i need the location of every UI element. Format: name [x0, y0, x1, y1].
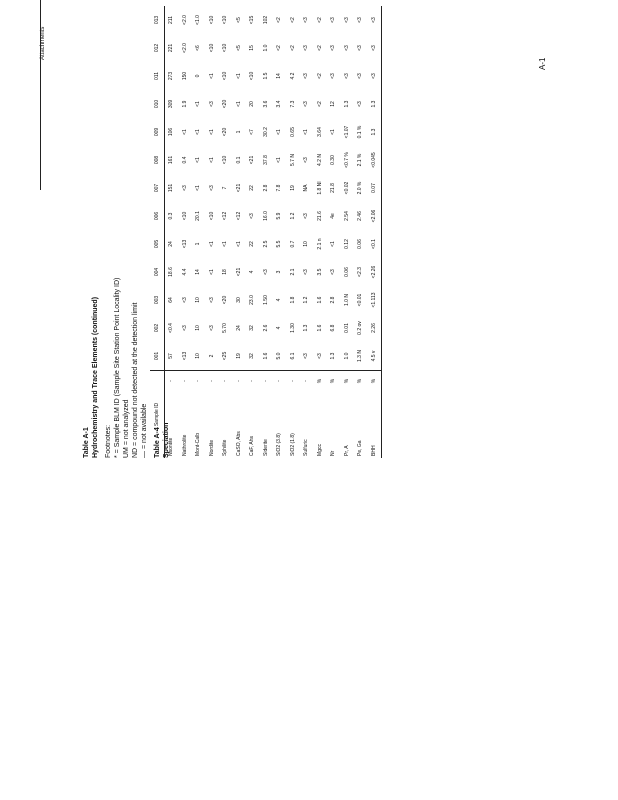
table-cell: 0.06: [343, 267, 350, 277]
table-cell: <3: [303, 101, 310, 107]
table-cell: 1: [195, 242, 202, 246]
table-cell: <3: [181, 325, 188, 331]
row-unit: -: [273, 371, 287, 392]
table-cell: <3: [303, 213, 310, 219]
table-cell: <25: [222, 351, 229, 361]
table-cell: 32: [249, 353, 256, 359]
table-cell: 23.0: [249, 295, 256, 305]
table-cell: <2: [276, 45, 283, 51]
row-label: Nr: [330, 450, 337, 456]
table-cell: <10: [208, 43, 215, 53]
table-cell: 24: [235, 325, 242, 331]
table-cell: <3: [367, 34, 381, 62]
table-cell: 1.3: [303, 324, 310, 332]
table-cell: <21: [235, 267, 242, 277]
table-cell: 1.0 N: [343, 294, 350, 306]
table-cell: <2.06: [367, 202, 381, 230]
row-unit: %: [313, 371, 327, 392]
table-title: Table A-1: [83, 427, 90, 458]
table-cell: <0.01: [357, 293, 364, 307]
table-cell: <3: [316, 353, 323, 359]
table-cell: <1.07: [343, 125, 350, 139]
table-cell: 4.2: [289, 72, 296, 80]
table-cell: 1.50: [262, 295, 269, 305]
table-row: [178, 6, 192, 458]
table-cell: 3.5: [316, 268, 323, 276]
row-label: BHH: [367, 391, 381, 458]
table-cell: 2.54: [343, 211, 350, 221]
table-cell: <3: [303, 157, 310, 163]
table-cell: <3: [208, 325, 215, 331]
table-cell: <2: [276, 17, 283, 23]
table-cell: <12: [235, 211, 242, 221]
column-header: 013: [150, 6, 164, 34]
table-cell: <3: [181, 297, 188, 303]
table-cell: <3: [367, 6, 381, 34]
table-cell: 5.9: [276, 212, 283, 220]
table-cell: <20: [222, 99, 229, 109]
row-label: SiO2 (1.8): [289, 433, 296, 456]
table-cell: <13: [181, 351, 188, 361]
table-cell: <3: [343, 73, 350, 79]
table-cell: <6: [195, 45, 202, 51]
table-cell: 0.3: [168, 212, 175, 220]
table-cell: 10: [303, 241, 310, 247]
note-line: — = not available: [141, 403, 148, 458]
table-cell: <20: [222, 295, 229, 305]
table-cell: <2.26: [367, 258, 381, 286]
table-cell: <3: [330, 269, 337, 275]
row-label: Mont-Calb: [195, 432, 202, 456]
table-cell: 1.6: [316, 296, 323, 304]
table-cell: 1.30: [289, 323, 296, 333]
table-cell: 1.6: [316, 324, 323, 332]
table-cell: <1: [222, 241, 229, 247]
table-subtitle: Hydrochemistry and Trace Elements (continued): [92, 296, 99, 458]
table-cell: <7: [249, 129, 256, 135]
table-cell: <1: [208, 241, 215, 247]
table-cell: 2.8: [262, 184, 269, 192]
table-cell: 0.07: [367, 174, 381, 202]
table-cell: 20: [249, 101, 256, 107]
table-cell: 24: [168, 241, 175, 247]
table-row: [259, 6, 273, 458]
table-cell: 7: [222, 186, 229, 190]
table-row: [192, 6, 206, 458]
table-cell: 4: [276, 326, 283, 330]
table-row: [232, 6, 246, 458]
row-label: Sulfuric: [303, 439, 310, 456]
row-label: Nordite: [208, 439, 215, 456]
table-cell: 106: [168, 127, 175, 137]
table-cell: 10: [195, 297, 202, 303]
table-cell: <3: [357, 101, 364, 107]
page-margin-rules: [40, 0, 60, 800]
table-cell: 1.2: [289, 212, 296, 220]
table-cell: 3: [276, 270, 283, 274]
table-cell: <10: [208, 211, 215, 221]
row-label: Pe, Ga: [357, 440, 364, 456]
table-cell: <10: [222, 15, 229, 25]
table-cell: <10: [222, 43, 229, 53]
table-cell: <1: [235, 101, 242, 107]
table-cell: <1: [235, 241, 242, 247]
row-unit: %: [367, 371, 381, 392]
table-cell: 22: [249, 241, 256, 247]
table-cell: <1: [235, 73, 242, 79]
table-cell: 2.5: [262, 240, 269, 248]
table-cell: <1: [276, 157, 283, 163]
table-cell: <3: [357, 45, 364, 51]
row-unit: -: [205, 371, 219, 392]
table-cell: 14: [276, 73, 283, 79]
table-cell: <2: [289, 45, 296, 51]
table-cell: <3: [343, 17, 350, 23]
table-cell: 12: [330, 101, 337, 107]
table-cell: 1.6: [262, 352, 269, 360]
table-cell: <1: [181, 129, 188, 135]
table-cell: <1.0: [195, 15, 202, 25]
row-label: Sphilite: [222, 439, 229, 456]
table-cell: 6.1: [289, 352, 296, 360]
table-cell: <1: [330, 129, 337, 135]
table-cell: <3: [367, 62, 381, 90]
table-cell: <3: [208, 185, 215, 191]
table-cell: 57: [168, 353, 175, 359]
column-header: 007: [150, 174, 164, 202]
table-cell: 3.4: [276, 100, 283, 108]
table-cell: 2.6: [262, 324, 269, 332]
table-cell: <20: [222, 127, 229, 137]
table-cell: <15: [249, 15, 256, 25]
table-row: [219, 6, 233, 458]
table-cell: 102: [262, 15, 269, 25]
table-cell: NA: [303, 184, 310, 192]
table-cell: 22: [249, 185, 256, 191]
table-cell: <3: [357, 17, 364, 23]
table-cell: 1.8: [289, 296, 296, 304]
table-cell: <1: [303, 129, 310, 135]
rotated-page-content: [70, 0, 480, 470]
table-cell: 1.3: [367, 90, 381, 118]
row-label: Pr, A: [343, 445, 350, 456]
row-unit: %: [354, 371, 368, 392]
table-cell: <2: [316, 45, 323, 51]
table-header-row: [150, 6, 164, 458]
table-cell: <1: [195, 185, 202, 191]
column-header: 011: [150, 62, 164, 90]
table-cell: 0.65: [289, 127, 296, 137]
table-cell: 5.7 N: [289, 154, 296, 166]
table-cell: <3: [330, 45, 337, 51]
table-cell: 150: [181, 71, 188, 81]
table-cell: <10: [181, 211, 188, 221]
table-cell: <3: [357, 73, 364, 79]
table-cell: 3.6: [262, 100, 269, 108]
table-cell: 1.0: [343, 352, 350, 360]
row-unit: -: [232, 371, 246, 392]
column-header: 008: [150, 146, 164, 174]
table-cell: 0.7: [289, 240, 296, 248]
column-header: 009: [150, 118, 164, 146]
table-cell: 2.46: [357, 211, 364, 221]
row-label: Mgcc: [316, 444, 323, 456]
table-cell: 0.12: [343, 239, 350, 249]
row-unit: -: [164, 371, 178, 392]
table-cell: <1: [208, 269, 215, 275]
row-unit: -: [300, 371, 314, 392]
table-row: [205, 6, 219, 458]
table-cell: 151: [168, 183, 175, 193]
table-cell: 5.0: [276, 352, 283, 360]
table-cell: 211: [168, 16, 175, 24]
table-cell: <10: [208, 15, 215, 25]
table-cell: <21: [249, 155, 256, 165]
table-cell: 21.8: [330, 183, 337, 193]
table-row: [313, 6, 327, 458]
table-cell: 4e: [330, 213, 337, 219]
table-cell: <0.045: [367, 146, 381, 174]
table-cell: 64: [168, 297, 175, 303]
table-cell: 0: [195, 74, 202, 78]
table-cell: 10: [195, 353, 202, 359]
row-unit: -: [178, 371, 192, 392]
table-cell: <3: [208, 297, 215, 303]
table-cell: <2.3: [357, 267, 364, 277]
table-cell: 0.01: [343, 323, 350, 333]
column-header: 003: [150, 286, 164, 314]
table-row: [327, 6, 341, 458]
table-cell: <3: [343, 45, 350, 51]
table-cell: 30: [235, 297, 242, 303]
table-cell: <3: [330, 17, 337, 23]
row-unit: %: [327, 371, 341, 392]
table-cell: 1.3: [343, 100, 350, 108]
row-label: SiO2 (3.8): [276, 433, 283, 456]
table-row: [246, 6, 260, 458]
table-cell: 7.8: [276, 184, 283, 192]
table-cell: <1: [195, 157, 202, 163]
table-cell: 1.3: [330, 352, 337, 360]
table-cell: <10: [249, 71, 256, 81]
table-cell: <2.0: [181, 43, 188, 53]
table-cell: <3: [303, 73, 310, 79]
table-cell: 37.8: [262, 155, 269, 165]
notes-heading: Footnotes:: [105, 424, 112, 458]
running-head: Attachments: [40, 26, 46, 60]
table-cell: 4.4: [181, 268, 188, 276]
column-header: 002: [150, 314, 164, 342]
row-unit: -: [286, 371, 300, 392]
table-cell: 32: [249, 325, 256, 331]
column-header: 010: [150, 90, 164, 118]
table-row: [300, 6, 314, 458]
table-cell: <1: [208, 129, 215, 135]
table-row: [354, 6, 368, 458]
table-cell: 2.0 %: [357, 181, 364, 195]
column-header: 006: [150, 202, 164, 230]
running-head-rule: [40, 0, 41, 60]
table-cell: 309: [168, 99, 175, 109]
table-cell: 2.26: [367, 314, 381, 342]
table-cell: 0.1 %: [357, 125, 364, 139]
margin-rule-top: [40, 40, 41, 190]
speciation-table: [150, 6, 382, 458]
table-cell: 18.6: [168, 267, 175, 277]
table-cell: <0.1: [367, 230, 381, 258]
column-header: 004: [150, 258, 164, 286]
table-cell: <3: [330, 73, 337, 79]
row-label: Nsontite: [168, 437, 175, 456]
table-cell: <2: [289, 17, 296, 23]
table-cell: 1: [235, 130, 242, 134]
table-cell: <3: [303, 17, 310, 23]
row-label: CaSO, Abs: [235, 431, 242, 456]
page-number: A-1: [538, 57, 547, 70]
row-unit: -: [259, 371, 273, 392]
table-cell: 1.5: [262, 72, 269, 80]
table-cell: <2: [316, 101, 323, 107]
table-cell: <1: [208, 73, 215, 79]
row-unit: %: [340, 371, 354, 392]
table-cell: 2.8: [330, 296, 337, 304]
table-cell: 2.1 %: [357, 153, 364, 167]
table-cell: 18: [222, 269, 229, 275]
table-cell: 0.4: [181, 156, 188, 164]
table-cell: 4.5 v: [367, 342, 381, 371]
row-label: Siderite: [262, 439, 269, 456]
table-cell: 0.1: [235, 156, 242, 164]
table-cell: 16.0: [262, 211, 269, 221]
note-line: ND = compound not detected at the detection limit: [132, 302, 139, 458]
column-header: Sample ID: [150, 371, 164, 459]
table-cell: 4: [276, 298, 283, 302]
table-cell: <10: [222, 155, 229, 165]
table-cell: 2.1 n: [316, 238, 323, 250]
table-cell: 0.2 ov: [357, 321, 364, 335]
table-cell: <10: [222, 71, 229, 81]
table-cell: 19: [235, 353, 242, 359]
row-unit: -: [219, 371, 233, 392]
table-cell: <1: [195, 101, 202, 107]
table-cell: 5.5: [276, 240, 283, 248]
table-cell: 273: [168, 71, 175, 81]
table-cell: 10: [195, 325, 202, 331]
table-cell: <1: [330, 241, 337, 247]
table-cell: <5: [235, 17, 242, 23]
table-cell: <3: [181, 185, 188, 191]
table-cell: <12: [222, 211, 229, 221]
table-cell: 3.64: [316, 127, 323, 137]
table-cell: 1.8 NI: [316, 181, 323, 195]
table-cell: 0.30: [330, 155, 337, 165]
table-cell: 1.3 N: [357, 350, 364, 362]
table-cell: <5: [235, 45, 242, 51]
row-label: Nathrolite: [181, 434, 188, 456]
table-cell: 4: [249, 270, 256, 274]
table-cell: <2: [316, 73, 323, 79]
table-cell: 161: [168, 155, 175, 165]
table-cell: 15: [249, 45, 256, 51]
table-cell: 20.1: [195, 211, 202, 221]
table-cell: 21.6: [316, 211, 323, 221]
table-row: [273, 6, 287, 458]
table-cell: 1.0: [262, 44, 269, 52]
sub-table-title: Table A-4: [154, 427, 161, 458]
table-row: [367, 6, 381, 458]
table-cell: <1: [195, 129, 202, 135]
table-cell: 0.06: [357, 239, 364, 249]
sub-table-subtitle: Speciation: [163, 422, 170, 458]
table-cell: <3: [303, 269, 310, 275]
table-cell: <0.7 %: [343, 152, 350, 168]
table-cell: <3: [262, 269, 269, 275]
table-cell: <3: [208, 101, 215, 107]
table-cell: 5.70: [222, 323, 229, 333]
row-unit: -: [192, 371, 206, 392]
table-cell: 19: [289, 185, 296, 191]
table-cell: <2.0: [181, 15, 188, 25]
column-header: 005: [150, 230, 164, 258]
column-header: 001: [150, 342, 164, 371]
table-cell: 7.3: [289, 100, 296, 108]
table-cell: 221: [168, 43, 175, 53]
table-cell: 2.1: [289, 268, 296, 276]
table-cell: 1.2: [303, 296, 310, 304]
table-cell: 2: [208, 354, 215, 358]
table-cell: <3: [303, 45, 310, 51]
note-line: UM = not analyzed: [123, 399, 130, 458]
row-label: CaF, Ahs: [249, 435, 256, 456]
table-cell: <3: [249, 213, 256, 219]
table-cell: 4.2 N: [316, 154, 323, 166]
note-line: * = Sample BLM ID (Sample Site Station Point Locality ID): [114, 277, 121, 458]
table-row: [340, 6, 354, 458]
table-cell: 6.8: [330, 324, 337, 332]
table-cell: <1: [208, 157, 215, 163]
table-cell: <2: [316, 17, 323, 23]
table-cell: <0.02: [343, 181, 350, 195]
column-header: 012: [150, 34, 164, 62]
table-cell: 1.3: [367, 118, 381, 146]
table-cell: <1: [276, 129, 283, 135]
table-cell: <13: [181, 239, 188, 249]
table-cell: <3: [303, 353, 310, 359]
table-cell: 30.2: [262, 127, 269, 137]
table-row: [164, 6, 178, 458]
table-cell: <0.4: [168, 323, 175, 333]
row-unit: -: [246, 371, 260, 392]
table-cell: <21: [235, 183, 242, 193]
table-cell: 1.9: [181, 100, 188, 108]
table-cell: <1.113: [367, 286, 381, 314]
table-row: [286, 6, 300, 458]
table-cell: 14: [195, 269, 202, 275]
